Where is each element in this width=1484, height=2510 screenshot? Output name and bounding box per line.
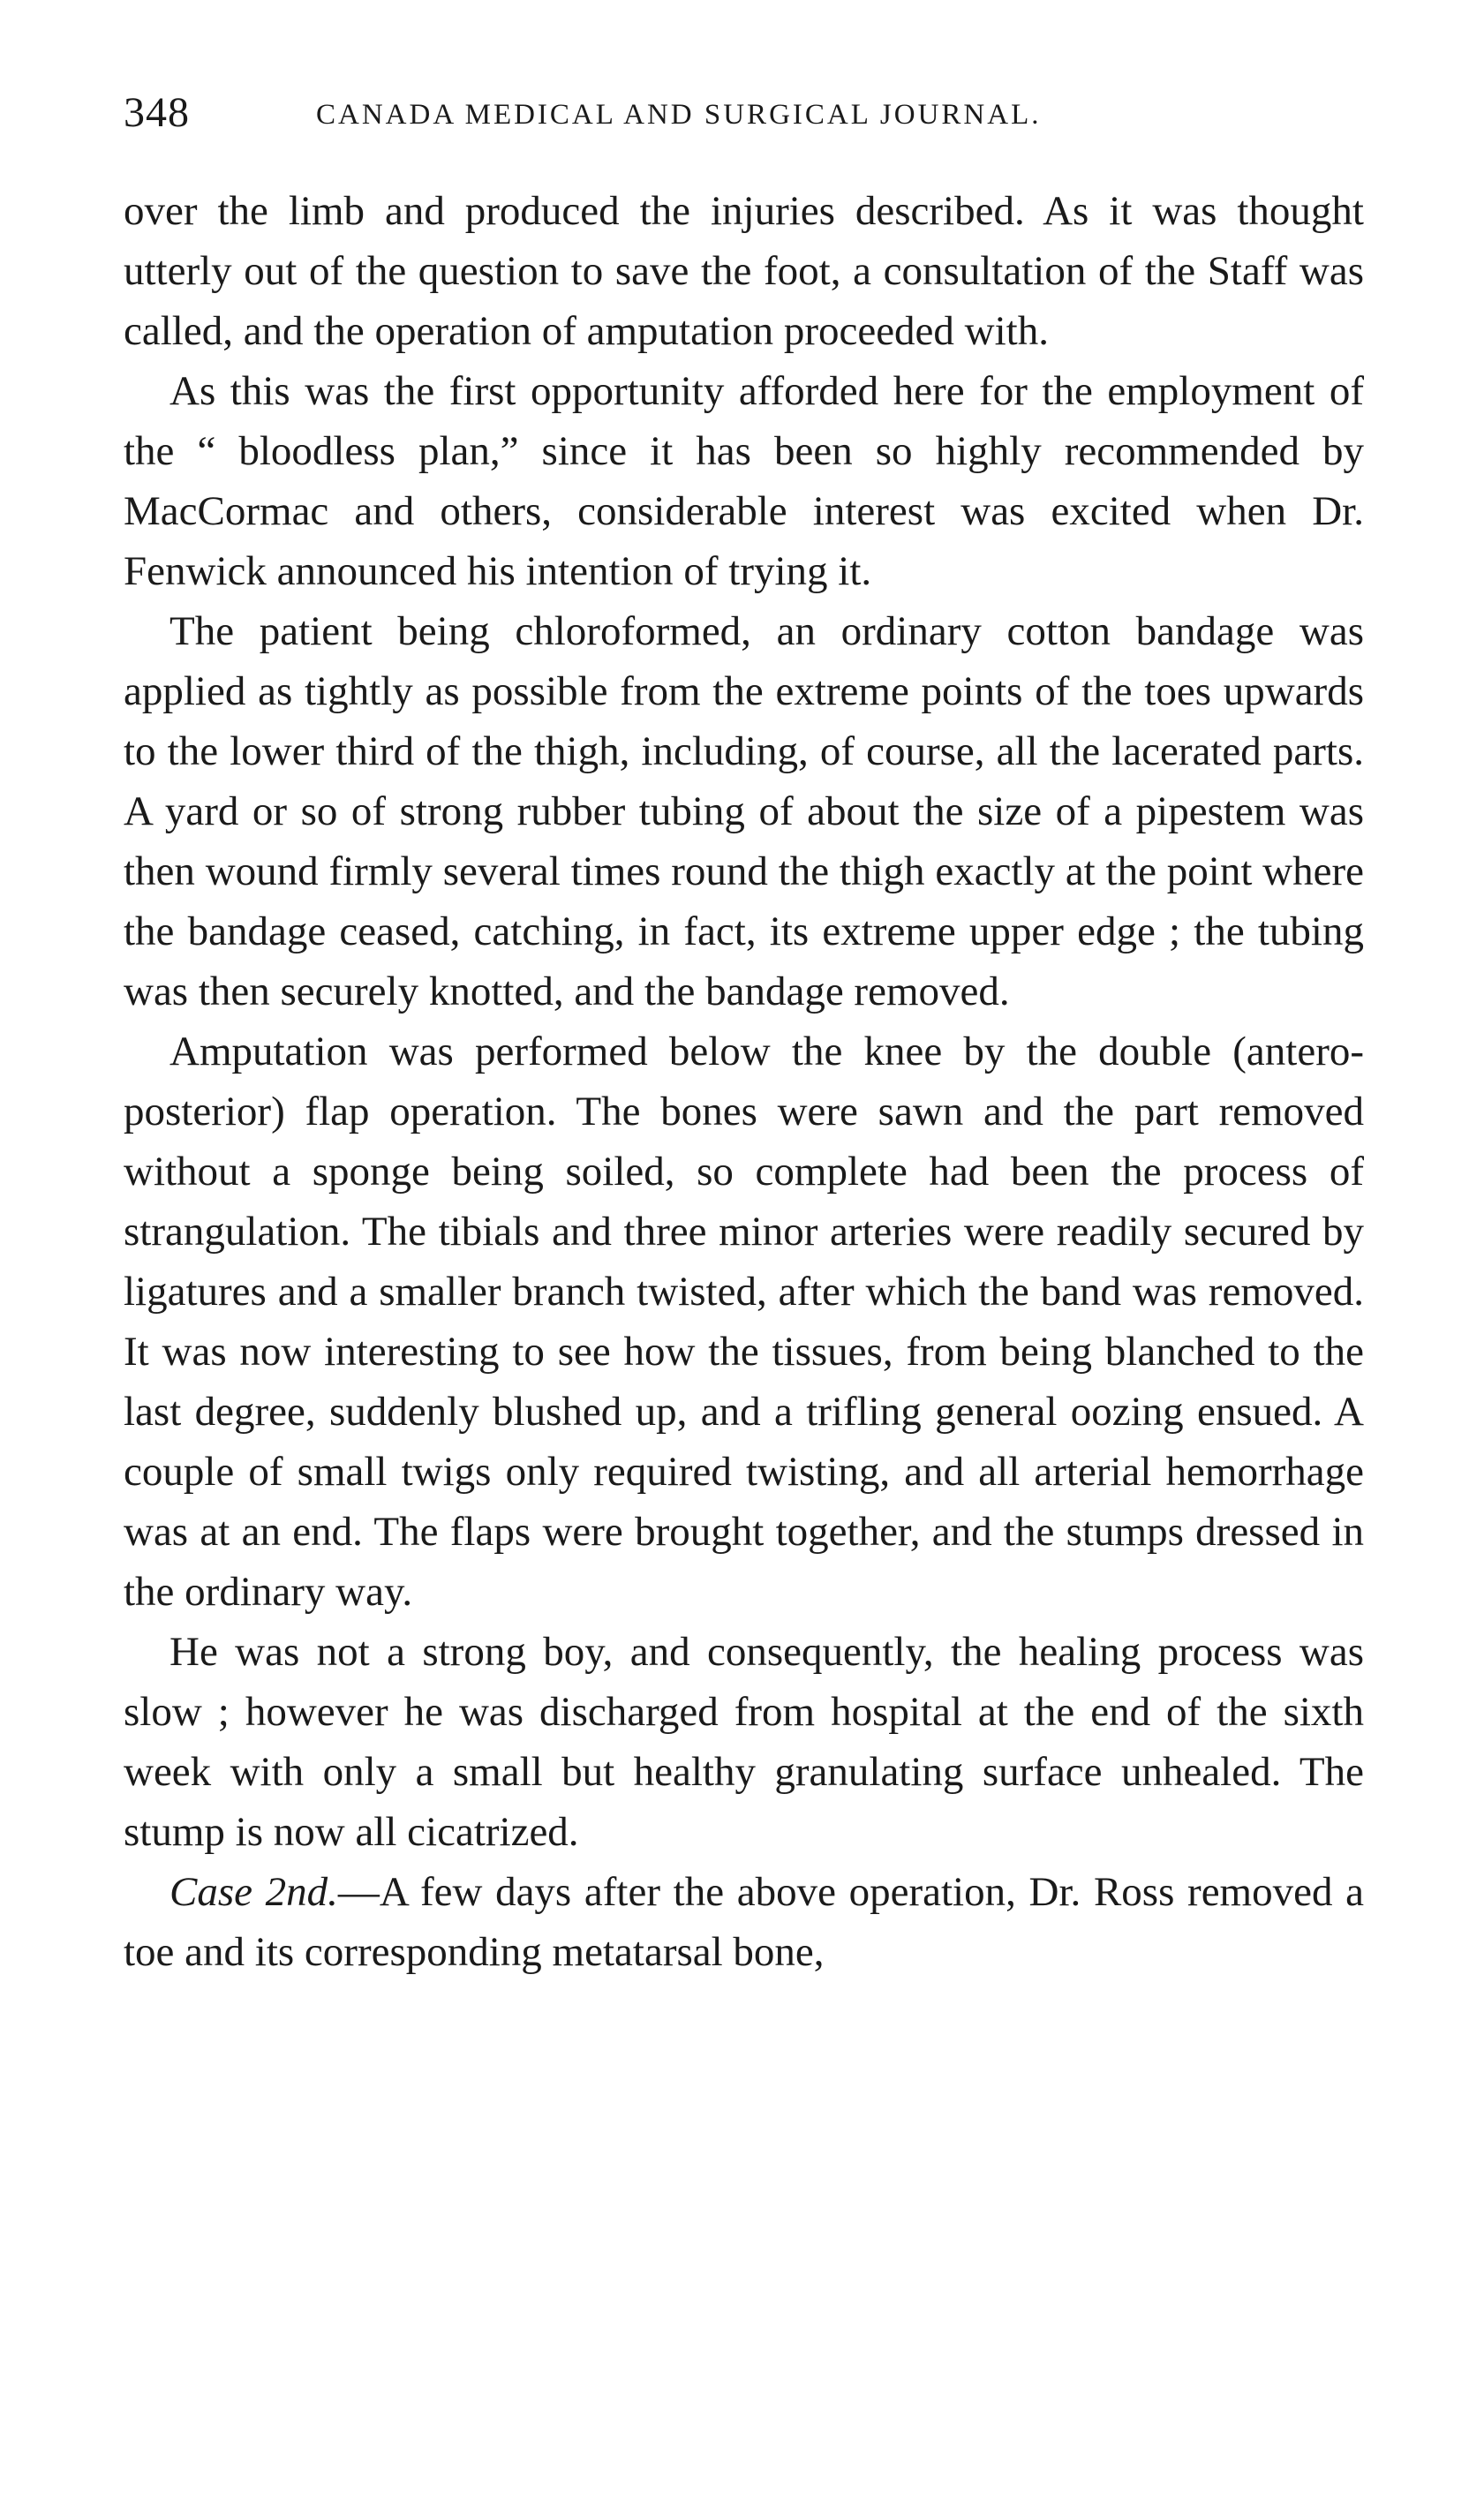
body-text <box>124 181 1364 1982</box>
paragraph-continued: over the limb and produced the injuries described. As it was thought utterly out of the question to save the foot, a consultation of the Staff was called, and the operation of amputation proceeded with. <box>124 188 1364 354</box>
paragraph-case-2nd <box>124 1862 1364 1982</box>
paragraph-bandage-procedure: The patient being chloroformed, an ordinary cotton bandage was applied as tightly as possible from the extreme points of the toes upwards to the lower third of the thigh, including, of course, all the lacerated parts. A yard or so of strong rubber tubing of about the size of a pipestem was then wound firmly several times round the thigh exactly at the point where the bandage ceased, catching, in fact, its extreme upper edge ; the tubing was then securely knotted, and the bandage removed. <box>124 608 1364 1014</box>
paragraph-recovery: He was not a strong boy, and consequently, the healing process was slow ; however he was discharged from hospital at the end of the sixth week with only a small but healthy granulating surface unhealed. The stump is now all cicatrized. <box>124 1629 1364 1855</box>
running-head <box>124 88 1360 141</box>
page-number: 348 <box>124 89 190 136</box>
case-label: Case 2nd. <box>169 1869 338 1915</box>
journal-title: CANADA MEDICAL AND SURGICAL JOURNAL. <box>316 99 1042 131</box>
paragraph-bloodless-plan: As this was the first opportunity afforded here for the employment of the “ bloodless plan,” since it has been so highly recommended by MacCormac and others, considerable interest was excited when Dr. Fenwick announced his intention of trying it. <box>124 368 1364 594</box>
case-text: —A few days after the above operation, Dr. Ross removed a toe and its corresponding metatarsal bone, <box>124 1869 1365 1975</box>
paragraph-amputation: Amputation was performed below the knee by the double (antero-posterior) flap operation. The bones were sawn and the part removed without a sponge being soiled, so complete had been the process of strangulation. The tibials and three minor arteries were readily secured by ligatures and a smaller branch twisted, after which the band was removed. It was now interesting to see how the tissues, from being blanched to the last degree, suddenly blushed up, and a trifling general oozing ensued. A couple of small twigs only required twisting, and all arterial hemorrhage was at an end. The flaps were brought together, and the stumps dressed in the ordinary way. <box>124 1029 1364 1615</box>
